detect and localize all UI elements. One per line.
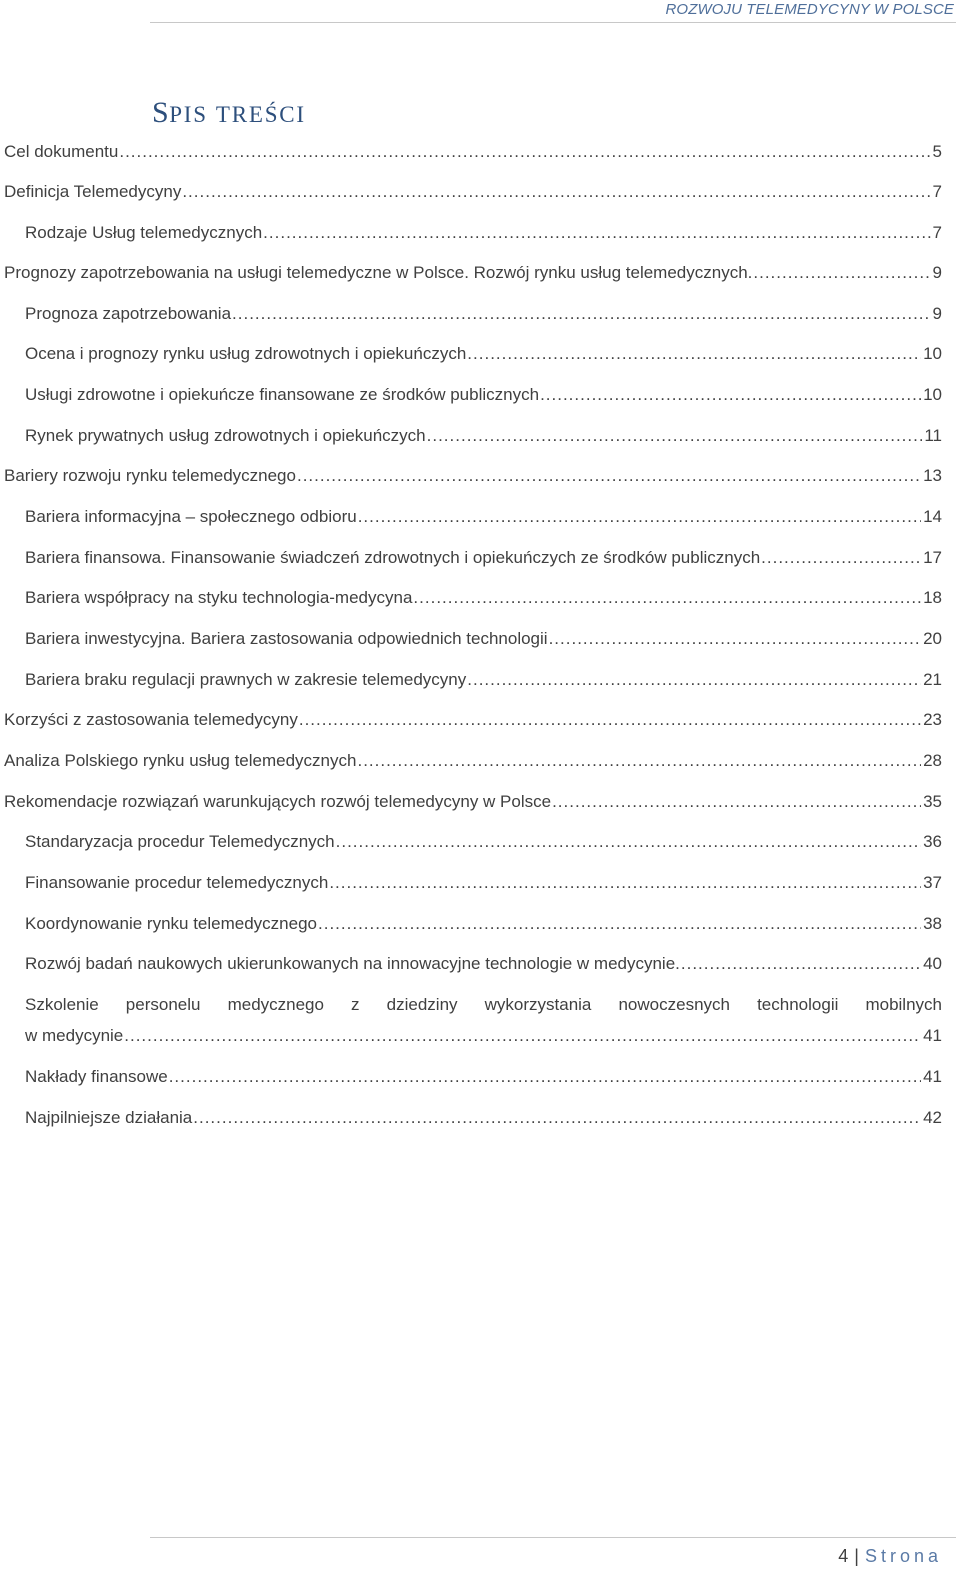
- toc-leader-dots: [358, 504, 921, 530]
- toc-entry-page[interactable]: 9: [932, 304, 942, 323]
- toc-entry-label[interactable]: Bariery rozwoju rynku telemedycznego: [4, 466, 296, 485]
- toc-leader-dots: [681, 951, 921, 977]
- toc-entry-page[interactable]: 40: [923, 954, 942, 973]
- toc-heading-rest-2: REŚCI: [231, 102, 306, 127]
- toc-entry[interactable]: [25, 545, 942, 571]
- toc-entry-label[interactable]: Cel dokumentu: [4, 142, 119, 161]
- toc-entry-label[interactable]: Rodzaje Usług telemedycznych: [25, 223, 263, 242]
- toc-entry-label[interactable]: Usługi zdrowotne i opiekuńcze finansowane ze środków publicznych: [25, 385, 540, 404]
- toc-entry-page[interactable]: 21: [923, 670, 942, 689]
- toc-entry-label[interactable]: Najpilniejsze działania: [25, 1108, 193, 1127]
- footer-page-word: Strona: [864, 1546, 942, 1566]
- toc-entry[interactable]: [25, 667, 942, 693]
- toc-entry-label[interactable]: Rynek prywatnych usług zdrowotnych i opiekuńczych: [25, 426, 426, 445]
- toc-entry[interactable]: [25, 1064, 942, 1090]
- toc-entry[interactable]: [4, 179, 942, 205]
- toc-entry-label[interactable]: Rozwój badań naukowych ukierunkowanych na innowacyjne technologie w medycynie.: [25, 954, 680, 973]
- toc-leader-dots: [413, 585, 921, 611]
- toc-entry-page[interactable]: 42: [923, 1108, 942, 1127]
- toc-entry-page[interactable]: 23: [923, 710, 942, 729]
- toc-entry-page[interactable]: 7: [932, 182, 942, 201]
- toc-entry-label[interactable]: Rekomendacje rozwiązań warunkujących rozwój telemedycyny w Polsce: [4, 792, 552, 811]
- toc-entry[interactable]: [4, 748, 942, 774]
- toc-entry[interactable]: [4, 789, 942, 815]
- toc-leader-dots: [263, 220, 930, 246]
- toc-entry-label[interactable]: Definicja Telemedycyny: [4, 182, 182, 201]
- toc-leader-dots: [761, 545, 921, 571]
- toc-entry-page[interactable]: 10: [923, 385, 942, 404]
- toc-entry-page[interactable]: 36: [923, 832, 942, 851]
- toc-entry-label[interactable]: Koordynowanie rynku telemedycznego: [25, 914, 318, 933]
- toc-entry-page[interactable]: 41: [923, 1067, 942, 1086]
- toc-entry[interactable]: [4, 707, 942, 733]
- footer-separator: |: [854, 1546, 859, 1566]
- toc-entry[interactable]: [4, 139, 942, 165]
- toc-entry-page[interactable]: 11: [924, 426, 942, 445]
- toc-leader-dots: [119, 139, 930, 165]
- toc-heading-rest-1: PIS: [169, 102, 208, 127]
- toc-entry-page[interactable]: 18: [923, 588, 942, 607]
- toc-leader-dots: [124, 1023, 921, 1049]
- toc-leader-dots: [182, 179, 930, 205]
- toc-leader-dots: [540, 382, 921, 408]
- toc-entry[interactable]: [4, 260, 942, 286]
- toc-entry[interactable]: [25, 423, 942, 449]
- toc-entry-page[interactable]: 41: [923, 1026, 942, 1045]
- toc-entry-label[interactable]: w medycynie: [25, 1026, 124, 1045]
- toc-leader-dots: [753, 260, 930, 286]
- toc-leader-dots: [169, 1064, 921, 1090]
- running-header-title: ROZWOJU TELEMEDYCYNY W POLSCE: [665, 1, 954, 18]
- toc-entry-label[interactable]: Nakłady finansowe: [25, 1067, 168, 1086]
- page-number: 4: [838, 1546, 849, 1566]
- toc-entry[interactable]: [25, 911, 942, 937]
- toc-leader-dots: [467, 341, 921, 367]
- page-number-footer: [838, 1546, 942, 1567]
- toc-entry[interactable]: [25, 382, 942, 408]
- toc-entry-page[interactable]: 7: [932, 223, 942, 242]
- toc-entry-page[interactable]: 10: [923, 344, 942, 363]
- toc-leader-dots: [357, 748, 921, 774]
- toc-leader-dots: [318, 911, 921, 937]
- toc-entry-label[interactable]: Bariera informacyjna – społecznego odbioru: [25, 507, 357, 526]
- toc-leader-dots: [549, 626, 922, 652]
- toc-leader-dots: [467, 667, 921, 693]
- toc-heading-cap-2: T: [215, 102, 232, 127]
- toc-entry[interactable]: [25, 1105, 942, 1131]
- toc-entry[interactable]: [25, 951, 942, 977]
- toc-entry[interactable]: [25, 504, 942, 530]
- toc-entry[interactable]: [25, 870, 942, 896]
- toc-entry-label[interactable]: Analiza Polskiego rynku usług telemedycznych: [4, 751, 357, 770]
- toc-leader-dots: [193, 1105, 921, 1131]
- toc-entry-label[interactable]: Prognozy zapotrzebowania na usługi telemedyczne w Polsce. Rozwój rynku usług telemedycznych.: [4, 263, 753, 282]
- toc-entry-label[interactable]: Prognoza zapotrzebowania: [25, 304, 232, 323]
- toc-entry-label[interactable]: Bariera inwestycyjna. Bariera zastosowania odpowiednich technologii: [25, 629, 548, 648]
- toc-entry[interactable]: [25, 301, 942, 327]
- toc-entry-page[interactable]: 13: [923, 466, 942, 485]
- toc-leader-dots: [552, 789, 921, 815]
- page-footer: [150, 1537, 956, 1566]
- toc-entry[interactable]: [25, 585, 942, 611]
- toc-leader-dots: [299, 707, 921, 733]
- toc-entry-label[interactable]: Bariera braku regulacji prawnych w zakresie telemedycyny: [25, 670, 467, 689]
- toc-entry[interactable]: [25, 1023, 942, 1049]
- toc-entry[interactable]: [25, 341, 942, 367]
- toc-entry-label[interactable]: Bariera współpracy na styku technologia-medycyna: [25, 588, 413, 607]
- toc-heading-cap-1: S: [152, 96, 170, 129]
- toc-entry-page[interactable]: 37: [923, 873, 942, 892]
- toc-entry-label[interactable]: Szkolenie personelu medycznego z dziedziny wykorzystania nowoczesnych technologii mobilnych: [25, 995, 942, 1014]
- toc-entry-page[interactable]: 38: [923, 914, 942, 933]
- toc-entry[interactable]: [25, 992, 942, 1018]
- toc-entry-page[interactable]: 35: [923, 792, 942, 811]
- toc-leader-dots: [427, 423, 923, 449]
- toc-leader-dots: [336, 829, 921, 855]
- toc-entry[interactable]: [25, 220, 942, 246]
- toc-entry-label[interactable]: Korzyści z zastosowania telemedycyny: [4, 710, 298, 729]
- toc-entry-page[interactable]: 14: [923, 507, 942, 526]
- toc-entry-page[interactable]: 5: [932, 142, 942, 161]
- toc-leader-dots: [329, 870, 921, 896]
- toc-entry[interactable]: [4, 463, 942, 489]
- toc-entry-page[interactable]: 28: [923, 751, 942, 770]
- toc-entry-page[interactable]: 17: [923, 548, 942, 567]
- toc-entry-label[interactable]: Bariera finansowa. Finansowanie świadczeń zdrowotnych i opiekuńczych ze środków publicznych: [25, 548, 761, 567]
- toc-entry-label[interactable]: Ocena i prognozy rynku usług zdrowotnych i opiekuńczych: [25, 344, 467, 363]
- toc-leader-dots: [232, 301, 931, 327]
- toc-entry[interactable]: [25, 829, 942, 855]
- toc-entry-page[interactable]: 9: [932, 263, 942, 282]
- toc-entry-label[interactable]: Standaryzacja procedur Telemedycznych: [25, 832, 335, 851]
- toc-entry-page[interactable]: 20: [923, 629, 942, 648]
- toc-entry[interactable]: [25, 626, 942, 652]
- toc-leader-dots: [297, 463, 921, 489]
- toc-entry-label[interactable]: Finansowanie procedur telemedycznych: [25, 873, 329, 892]
